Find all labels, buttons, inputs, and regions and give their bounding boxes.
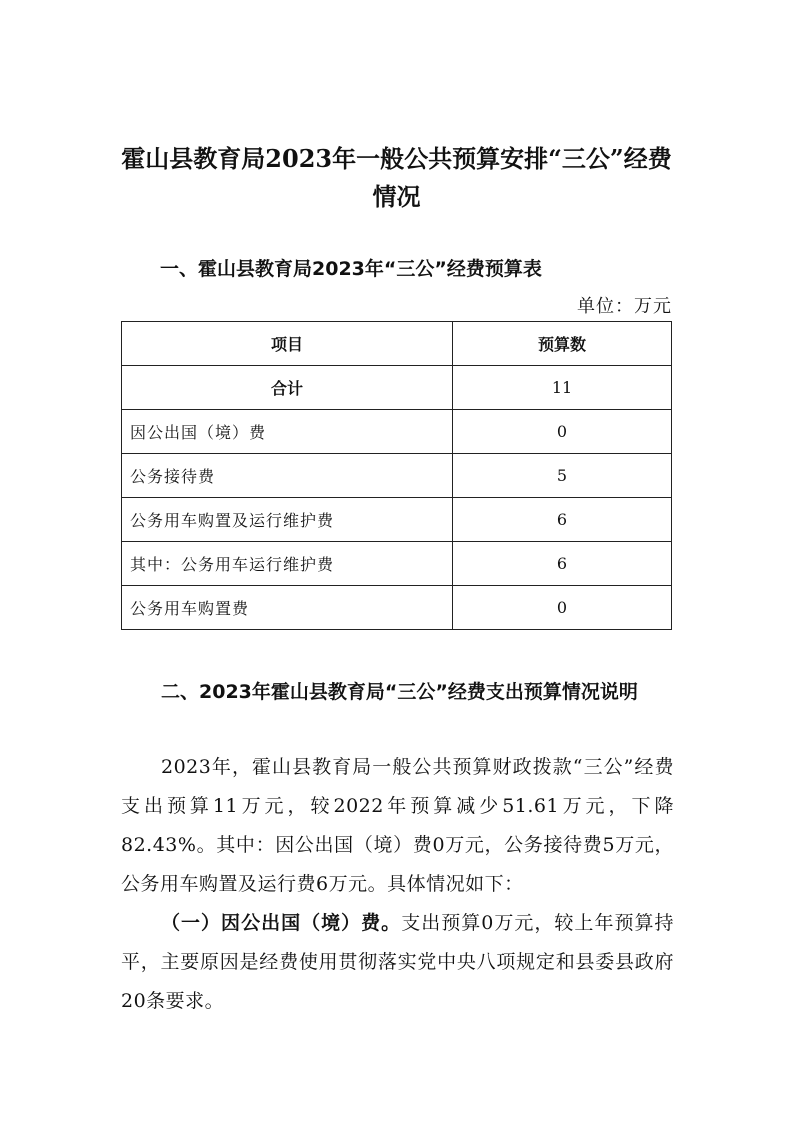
row-value: 6 <box>453 498 672 542</box>
document-title: 霍山县教育局2023年一般公共预算安排“三公”经费情况 <box>121 144 672 211</box>
budget-table <box>121 321 672 630</box>
table-row <box>122 586 672 630</box>
paragraph-summary: 2023年，霍山县教育局一般公共预算财政拨款“三公”经费支出预算11万元，较2022年预算减少51.61万元，下降82.43%。其中：因公出国（境）费0万元，公务接待费5万元，公务用车购置及运行费6万元。具体情况如下： <box>121 756 674 895</box>
row-value: 0 <box>453 586 672 630</box>
paragraph-lead: （一）因公出国（境）费。 <box>161 912 402 934</box>
row-item-label: 公务用车购置费 <box>122 586 453 630</box>
header-item: 项目 <box>122 322 453 366</box>
row-value: 0 <box>453 410 672 454</box>
row-value: 5 <box>453 454 672 498</box>
table-row <box>122 542 672 586</box>
paragraph-overseas-travel <box>121 904 674 1021</box>
table-row <box>122 454 672 498</box>
section1-heading: 一、霍山县教育局2023年“三公”经费预算表 <box>160 258 542 280</box>
row-item-label: 公务用车购置及运行维护费 <box>122 498 453 542</box>
table-row <box>122 366 672 410</box>
table-header-row <box>122 322 672 366</box>
header-budget: 预算数 <box>453 322 672 366</box>
row-value: 11 <box>453 366 672 410</box>
unit-label: 单位：万元 <box>577 296 672 317</box>
row-item-label: 合计 <box>122 366 453 410</box>
section2-heading: 二、2023年霍山县教育局“三公”经费支出预算情况说明 <box>161 681 638 703</box>
row-item-label: 其中：公务用车运行维护费 <box>122 542 453 586</box>
table-row <box>122 410 672 454</box>
table-row <box>122 498 672 542</box>
row-item-label: 因公出国（境）费 <box>122 410 453 454</box>
paragraph-body: 支出预算0万元，较上年预算持平，主要原因是经费使用贯彻落实党中央八项规定和县委县政府20条要求。 <box>121 912 674 1012</box>
row-value: 6 <box>453 542 672 586</box>
row-item-label: 公务接待费 <box>122 454 453 498</box>
